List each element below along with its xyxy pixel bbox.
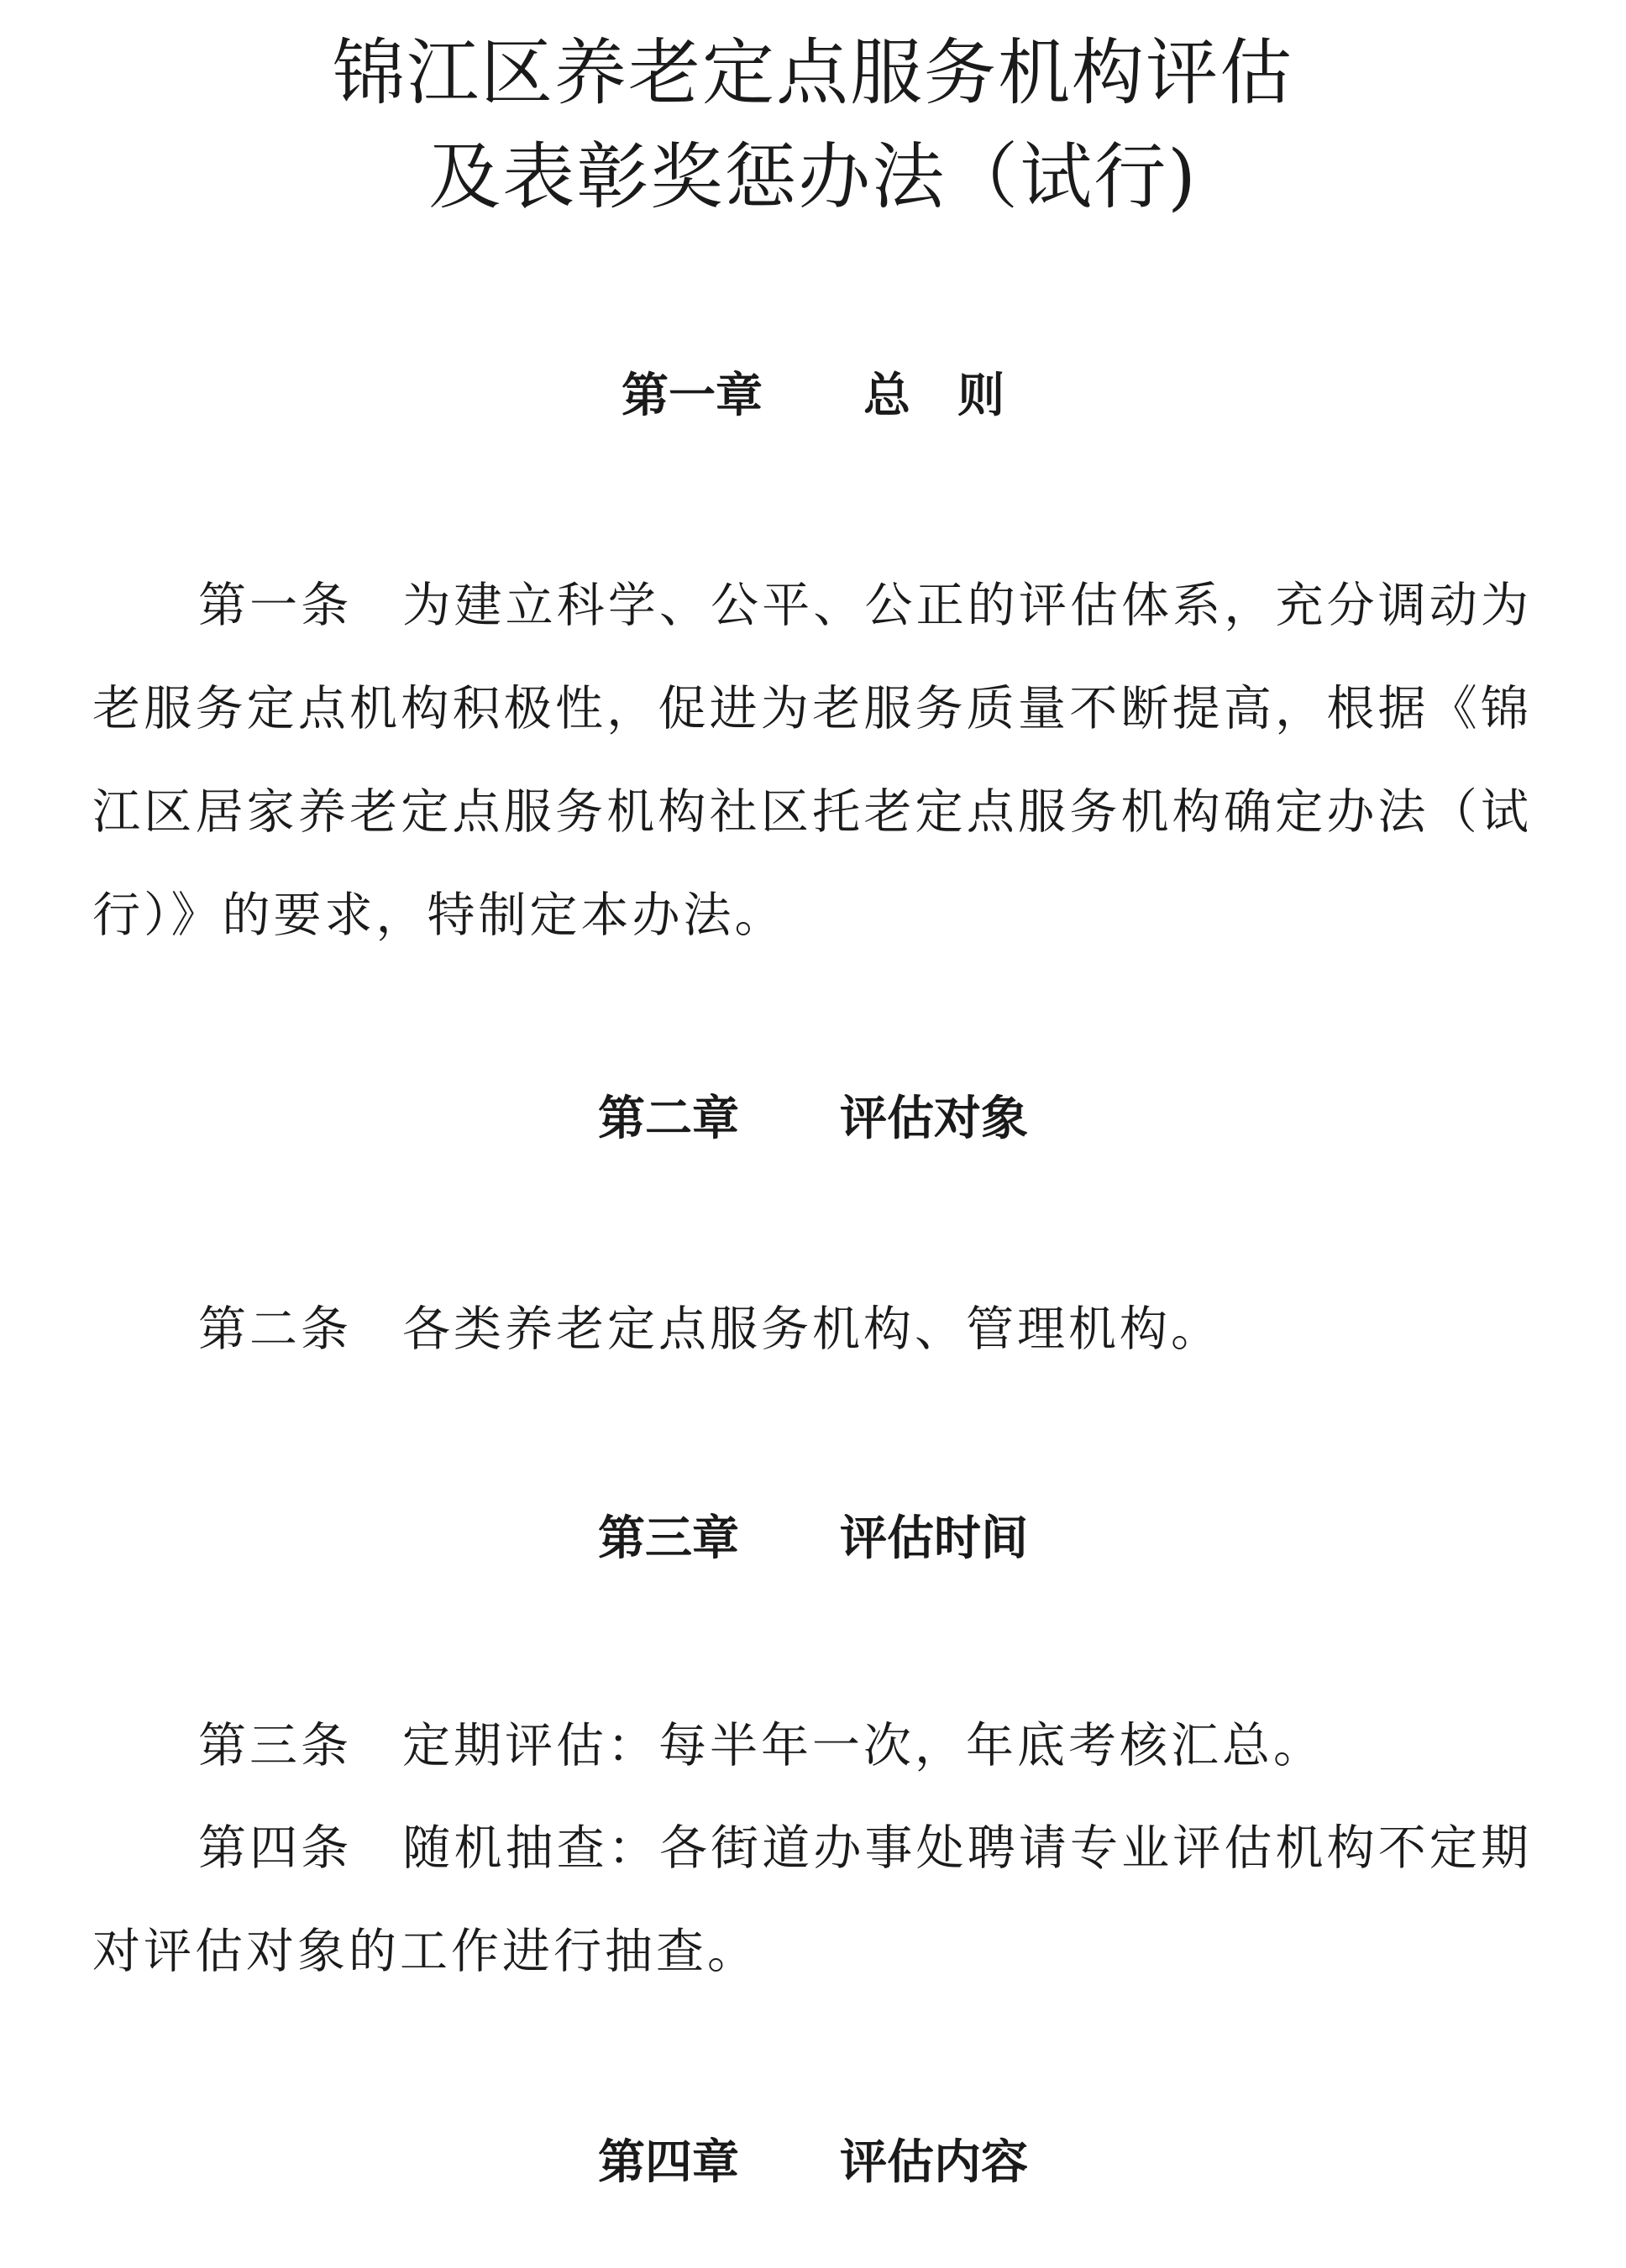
article-paragraph-4 xyxy=(92,1797,1532,2003)
chapter-heading-3 xyxy=(0,1511,1626,1566)
article-paragraph-3 xyxy=(92,1694,1532,1798)
chapter-heading-1 xyxy=(0,369,1626,423)
chapter-name: 评估内容 xyxy=(840,2135,1028,2190)
article-label: 第二条 xyxy=(198,1302,352,1357)
chapter-label: 第一章 xyxy=(622,369,763,423)
chapter-label: 第四章 xyxy=(598,2135,739,2190)
article-text: 为建立科学、公平、公正的评估体系，充分调动为老服务定点机构积极性，促进为老服务质量不断提高，根据《锦江区居家养老定点服务机构社区托老定点服务机构确定办法（试行）》的要求，特制定本办法。 xyxy=(92,578,1532,943)
article-label: 第三条 xyxy=(198,1718,352,1773)
article-label: 第四条 xyxy=(198,1820,353,1876)
chapter-label: 第二章 xyxy=(598,1092,739,1146)
article-label: 第一条 xyxy=(198,578,353,633)
article-text: 定期评估：每半年一次，年底考核汇总。 xyxy=(402,1718,1324,1773)
chapter-label: 第三章 xyxy=(598,1511,739,1566)
article-paragraph-2 xyxy=(92,1278,1532,1381)
article-text: 随机抽查：各街道办事处聘请专业评估机构不定期对评估对象的工作进行抽查。 xyxy=(92,1820,1532,1979)
article-paragraph-1 xyxy=(92,554,1532,967)
chapter-heading-2 xyxy=(0,1092,1626,1146)
chapter-name: 总 则 xyxy=(863,369,1004,423)
document-title-line-2: 及表彰奖惩办法（试行) xyxy=(428,135,1198,219)
document-title-line-1: 锦江区养老定点服务机构评估 xyxy=(333,31,1293,115)
article-text: 各类养老定点服务机构、管理机构。 xyxy=(402,1302,1222,1357)
chapter-name: 评估时间 xyxy=(840,1511,1028,1566)
chapter-heading-4 xyxy=(0,2135,1626,2190)
chapter-name: 评估对象 xyxy=(840,1092,1028,1146)
